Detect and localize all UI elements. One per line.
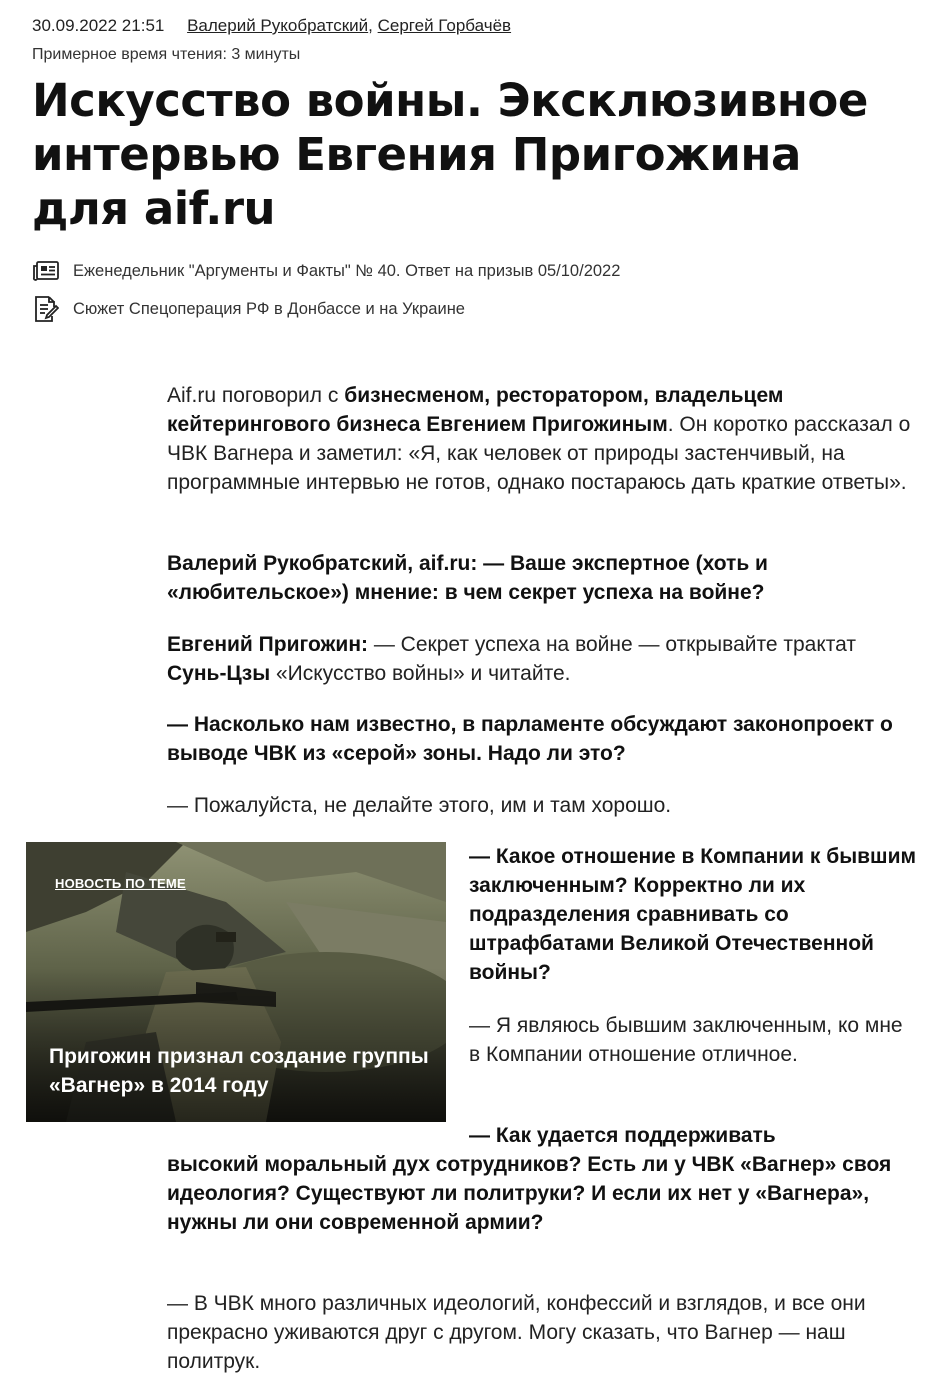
related-news-card[interactable] — [26, 842, 446, 1122]
question-4: высокий моральный дух сотрудников? Есть ли у ЧВК «Вагнер» своя идеология? Существуют ли политруки? И если их нет у «Вагнера», нужны ли они современной армии? — [167, 1153, 892, 1234]
question-1: Валерий Рукобратский, aif.ru: — Ваше экспертное (хоть и «любительское») мнение: в чем секрет успеха на войне? — [167, 552, 768, 604]
question-4-start: — Как удается поддерживать — [469, 1124, 776, 1147]
author-link-2[interactable]: Сергей Горбачёв — [377, 16, 512, 35]
story-label: Сюжет Спецоперация РФ в Донбассе и на Украине — [73, 299, 465, 318]
document-edit-icon — [32, 295, 60, 323]
article-meta — [32, 16, 511, 36]
author-link-1[interactable]: Валерий Рукобратский — [187, 16, 369, 35]
publish-date: 30.09.2022 21:51 — [32, 16, 165, 35]
story-info[interactable] — [32, 295, 465, 323]
related-news-tag[interactable]: НОВОСТЬ ПО ТЕМЕ — [55, 876, 186, 891]
answer-3: — Я являюсь бывшим заключенным, ко мне в Компании отношение отличное. — [469, 1014, 903, 1066]
question-2: — Насколько нам известно, в парламенте обсуждают законопроект о выводе ЧВК из «серой» зоны. Надо ли это? — [167, 713, 893, 765]
answer-2: — Пожалуйста, не делайте этого, им и там хорошо. — [167, 794, 672, 817]
reading-time: Примерное время чтения: 3 минуты — [32, 46, 301, 63]
answer-1: Евгений Пригожин: — Секрет успеха на войне — открывайте трактат Сунь-Цзы «Искусство войны» и читайте. — [167, 633, 856, 685]
issue-label: Еженедельник "Аргументы и Факты" № 40. Ответ на призыв 05/10/2022 — [73, 261, 621, 280]
speaker-name: Евгений Пригожин: — [167, 633, 369, 656]
article-title: Искусство войны. Эксклюзивное интервью Евгения Пригожина для aif.ru — [32, 74, 868, 235]
answer-4: — В ЧВК много различных идеологий, конфессий и взглядов, и все они прекрасно уживаются друг с другом. Могу сказать, что Вагнер — наш политрук. — [167, 1292, 866, 1373]
intro-paragraph: Aif.ru поговорил с бизнесменом, ресторатором, владельцем кейтерингового бизнеса Евгением Пригожиным. Он коротко рассказал о ЧВК Вагнера и заметил: «Я, как человек от природы застенчивый, на программные интервью не готов, однако постараюсь дать краткие ответы». — [167, 384, 911, 494]
related-news-title[interactable]: Пригожин признал создание группы «Вагнер» в 2014 году — [49, 1045, 429, 1097]
question-3: — Какое отношение в Компании к бывшим заключенным? Корректно ли их подразделения сравнивать со штрафбатами Великой Отечественной войны? — [469, 845, 917, 984]
author-separator: , — [368, 16, 373, 35]
issue-info[interactable] — [32, 257, 620, 285]
newspaper-icon — [32, 257, 60, 285]
